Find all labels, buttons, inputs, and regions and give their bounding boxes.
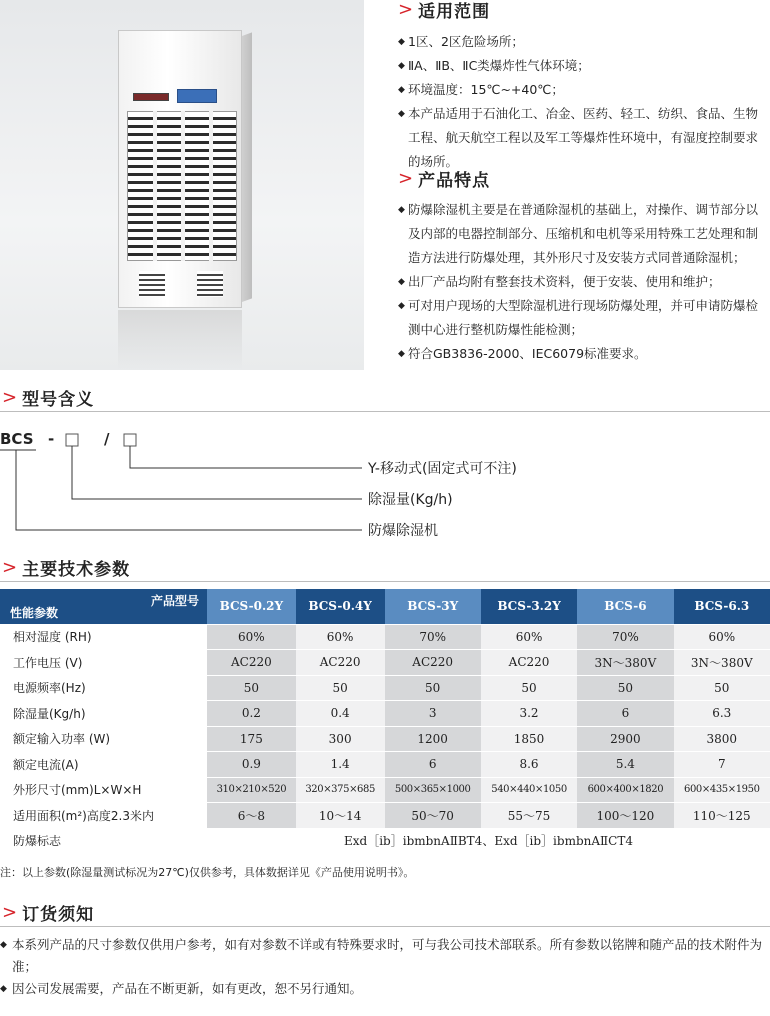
table-cell: 5.4 xyxy=(577,752,673,778)
order-title: 订货须知 xyxy=(22,905,95,925)
diamond-bullet-icon: ◆ xyxy=(398,85,405,95)
section-divider xyxy=(0,581,770,582)
product-photo xyxy=(0,0,364,370)
model-heading xyxy=(2,385,94,410)
table-cell: 0.2 xyxy=(207,701,296,727)
table-cell: 7 xyxy=(674,752,770,778)
row-label: 额定输入功率 (W) xyxy=(0,726,207,752)
table-cell: 6.3 xyxy=(674,701,770,727)
model-code: BCS xyxy=(0,430,34,448)
table-cell: 6 xyxy=(577,701,673,727)
corner-params-label: 性能参数 xyxy=(10,605,59,620)
grille-divider xyxy=(209,111,213,261)
row-label: 外形尺寸(mm)L×W×H xyxy=(0,777,207,803)
table-cell: 110～125 xyxy=(674,803,770,829)
list-item: ◆ 本产品适用于石油化工、冶金、医药、轻工、纺织、食品、生物工程、航天航空工程以及军工等爆炸性环境中，有湿度控制要求的场所。 xyxy=(398,102,770,174)
table-cell: 6～8 xyxy=(207,803,296,829)
row-label: 除湿量(Kg/h) xyxy=(0,701,207,727)
table-cell: 60% xyxy=(481,624,577,650)
features-title: 产品特点 xyxy=(418,171,491,191)
table-cell: 1.4 xyxy=(296,752,385,778)
table-cell: 3 xyxy=(385,701,481,727)
chevron-right-icon: > xyxy=(2,902,19,923)
diamond-bullet-icon: ◆ xyxy=(398,277,405,287)
model-header: BCS-6.3 xyxy=(674,589,770,624)
model-line-product: 防爆除湿机 xyxy=(368,523,438,539)
table-cell: 600×435×1950 xyxy=(674,777,770,803)
table-cell: 60% xyxy=(296,624,385,650)
table-header-row xyxy=(0,589,770,624)
section-divider xyxy=(0,411,770,412)
table-row xyxy=(0,803,770,829)
table-cell: 540×440×1050 xyxy=(481,777,577,803)
row-label: 防爆标志 xyxy=(0,828,207,854)
list-item: ◆ 本系列产品的尺寸参数仅供用户参考，如有对参数不详或有特殊要求时，可与我公司技术部联系。所有参数以铭牌和随产品的技术附件为准； xyxy=(0,934,770,978)
table-cell: 3N～380V xyxy=(674,650,770,676)
table-cell: AC220 xyxy=(385,650,481,676)
explosion-mark-value: Exd［ib］ibmbnAⅡBT4、Exd［ib］ibmbnAⅡCT4 xyxy=(207,828,770,854)
chevron-right-icon: > xyxy=(2,557,19,578)
features-heading xyxy=(398,166,490,191)
list-item: ◆ 环境温度：15℃~+40℃； xyxy=(398,78,770,102)
table-cell: 50～70 xyxy=(385,803,481,829)
table-cell: 300 xyxy=(296,726,385,752)
list-item: ◆ 可对用户现场的大型除湿机进行现场防爆处理，并可申请防爆检测中心进行整机防爆性能检测； xyxy=(398,294,770,342)
table-row xyxy=(0,828,770,854)
list-item: ◆ 因公司发展需要，产品在不断更新，如有更改，恕不另行通知。 xyxy=(0,978,770,1000)
table-cell: 175 xyxy=(207,726,296,752)
order-heading xyxy=(2,900,94,925)
table-row xyxy=(0,752,770,778)
table-cell: 10～14 xyxy=(296,803,385,829)
table-row xyxy=(0,726,770,752)
diamond-bullet-icon: ◆ xyxy=(0,940,7,950)
model-header: BCS-0.4Y xyxy=(296,589,385,624)
table-cell: 500×365×1000 xyxy=(385,777,481,803)
table-cell: 310×210×520 xyxy=(207,777,296,803)
table-row xyxy=(0,624,770,650)
params-title: 主要技术参数 xyxy=(22,560,131,580)
table-note: 注：以上参数(除湿量测试标况为27℃)仅供参考，具体数据详见《产品使用说明书》。 xyxy=(0,866,415,879)
table-cell: 3.2 xyxy=(481,701,577,727)
row-label: 额定电流(A) xyxy=(0,752,207,778)
table-cell: 70% xyxy=(577,624,673,650)
model-header: BCS-3.2Y xyxy=(481,589,577,624)
model-connector-line xyxy=(72,446,362,499)
unit-reflection xyxy=(118,310,242,370)
model-header: BCS-6 xyxy=(577,589,673,624)
chevron-right-icon: > xyxy=(2,387,19,408)
model-box-type xyxy=(124,434,136,446)
unit-side-panel xyxy=(242,32,252,302)
model-header: BCS-0.2Y xyxy=(207,589,296,624)
chevron-right-icon: > xyxy=(398,168,415,189)
diamond-bullet-icon: ◆ xyxy=(398,37,405,47)
table-cell: 3N～380V xyxy=(577,650,673,676)
model-box-capacity xyxy=(66,434,78,446)
table-cell: 50 xyxy=(674,675,770,701)
diamond-bullet-icon: ◆ xyxy=(398,109,405,119)
model-connector-line xyxy=(16,450,362,530)
features-list xyxy=(398,198,770,366)
table-cell: 8.6 xyxy=(481,752,577,778)
grille-divider xyxy=(181,111,185,261)
chevron-right-icon: > xyxy=(398,0,415,20)
model-title: 型号含义 xyxy=(22,390,95,410)
table-cell: AC220 xyxy=(207,650,296,676)
order-list xyxy=(0,934,770,1000)
params-heading xyxy=(2,555,130,580)
table-cell: 50 xyxy=(385,675,481,701)
row-label: 相对湿度 (RH) xyxy=(0,624,207,650)
table-corner-cell xyxy=(0,589,207,624)
params-table xyxy=(0,589,770,854)
table-cell: 0.4 xyxy=(296,701,385,727)
row-label: 工作电压 (V) xyxy=(0,650,207,676)
table-cell: 50 xyxy=(577,675,673,701)
scope-heading xyxy=(398,0,490,22)
table-cell: AC220 xyxy=(296,650,385,676)
grille-divider xyxy=(153,111,157,261)
unit-nameplate xyxy=(177,89,217,103)
diamond-bullet-icon: ◆ xyxy=(0,984,7,994)
table-cell: 100～120 xyxy=(577,803,673,829)
table-cell: 6 xyxy=(385,752,481,778)
table-cell: 1850 xyxy=(481,726,577,752)
table-cell: 70% xyxy=(385,624,481,650)
table-cell: 0.9 xyxy=(207,752,296,778)
table-cell: 50 xyxy=(296,675,385,701)
diamond-bullet-icon: ◆ xyxy=(398,301,405,311)
model-connector-line xyxy=(130,446,362,468)
row-label: 电源频率(Hz) xyxy=(0,675,207,701)
table-cell: 60% xyxy=(674,624,770,650)
diamond-bullet-icon: ◆ xyxy=(398,61,405,71)
model-diagram xyxy=(0,420,380,550)
corner-model-label: 产品型号 xyxy=(150,594,199,608)
unit-display-panel xyxy=(133,93,169,101)
model-slash: / xyxy=(104,430,110,448)
table-cell: 60% xyxy=(207,624,296,650)
list-item: ◆ ⅡA、ⅡB、ⅡC类爆炸性气体环境； xyxy=(398,54,770,78)
model-line-type: Y-移动式(固定式可不注) xyxy=(368,461,517,477)
table-cell: 50 xyxy=(481,675,577,701)
table-cell: AC220 xyxy=(481,650,577,676)
table-cell: 320×375×685 xyxy=(296,777,385,803)
table-cell: 1200 xyxy=(385,726,481,752)
row-label: 适用面积(m²)高度2.3米内 xyxy=(0,803,207,829)
model-dash: - xyxy=(48,430,55,448)
list-item: ◆ 符合GB3836-2000、IEC6079标准要求。 xyxy=(398,342,770,366)
diamond-bullet-icon: ◆ xyxy=(398,349,405,359)
table-cell: 2900 xyxy=(577,726,673,752)
section-divider xyxy=(0,926,770,927)
unit-vent xyxy=(139,271,165,297)
table-cell: 3800 xyxy=(674,726,770,752)
table-cell: 600×400×1820 xyxy=(577,777,673,803)
model-header: BCS-3Y xyxy=(385,589,481,624)
table-row xyxy=(0,701,770,727)
diamond-bullet-icon: ◆ xyxy=(398,205,405,215)
table-cell: 50 xyxy=(207,675,296,701)
unit-vent xyxy=(197,271,223,297)
list-item: ◆ 出厂产品均附有整套技术资料，便于安装、使用和维护； xyxy=(398,270,770,294)
table-row xyxy=(0,675,770,701)
table-body xyxy=(0,624,770,854)
model-line-capacity: 除湿量(Kg/h) xyxy=(368,492,453,508)
dehumidifier-unit xyxy=(118,30,242,308)
scope-list xyxy=(398,30,770,174)
list-item: ◆ 防爆除湿机主要是在普通除湿机的基础上，对操作、调节部分以及内部的电器控制部分、压缩机和电机等采用特殊工艺处理和制造方法进行防爆处理，其外形尺寸及安装方式同普通除湿机； xyxy=(398,198,770,270)
scope-title: 适用范围 xyxy=(418,2,491,22)
table-cell: 55～75 xyxy=(481,803,577,829)
list-item: ◆ 1区、2区危险场所； xyxy=(398,30,770,54)
table-row xyxy=(0,650,770,676)
table-row xyxy=(0,777,770,803)
